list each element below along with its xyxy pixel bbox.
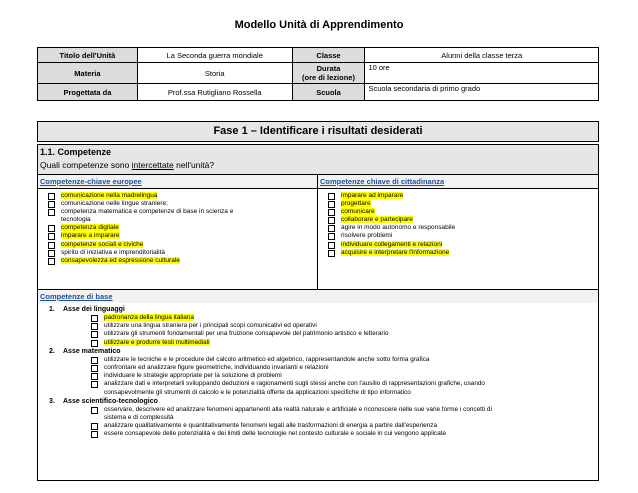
chiave-europee-list — [38, 192, 317, 265]
checklist-item-label: utilizzare le tecniche e le procedure del calcolo aritmetico ed algebrico, rappresentandole anche sotto forma grafica — [104, 355, 430, 363]
checklist-item — [91, 372, 598, 380]
checklist-item — [48, 208, 317, 216]
checklist-item-label: utilizzare e produrre testi multimediali — [104, 338, 210, 346]
checkbox-icon[interactable] — [328, 250, 335, 257]
checkbox-icon[interactable] — [328, 242, 335, 249]
checkbox-icon[interactable] — [91, 357, 98, 364]
checklist-item — [48, 192, 317, 200]
chiave-cittadinanza-column — [318, 175, 598, 289]
checklist-item — [328, 200, 598, 208]
checkbox-icon[interactable] — [91, 381, 98, 388]
materia-value: Storia — [137, 63, 292, 84]
classe-value: Alunni della classe terza — [365, 48, 599, 63]
axis-items — [38, 406, 598, 439]
checklist-item-label: utilizzare gli strumenti fondamentali per una fruizione consapevole del patrimonio artistico e letterario — [104, 330, 389, 338]
durata-label-main: Durata — [316, 64, 341, 73]
checklist-item-label: competenza digitale — [61, 224, 119, 232]
checkbox-icon[interactable] — [91, 373, 98, 380]
progettata-label: Progettata da — [38, 84, 138, 101]
checklist-item — [328, 224, 598, 232]
checkbox-icon[interactable] — [48, 193, 55, 200]
axis-title — [38, 305, 598, 314]
checklist-item-label: analizzare dati e interpretarli sviluppando deduzioni e ragionamenti sugli stessi anche con l'ausilio di rappresentazioni grafiche, usando — [104, 380, 485, 388]
durata-label — [292, 63, 365, 84]
checkbox-icon[interactable] — [48, 242, 55, 249]
checklist-item — [91, 330, 598, 338]
checklist-item — [48, 216, 317, 224]
axis-title — [38, 347, 598, 356]
durata-label-sub: (ore di lezione) — [302, 73, 355, 82]
checklist-item — [91, 422, 598, 430]
checklist-item — [48, 249, 317, 257]
question-pre: Quali competenze sono — [40, 160, 132, 170]
axis-number: 2. — [49, 347, 55, 355]
document-title: Modello Unità di Apprendimento — [234, 19, 404, 31]
question-post: nell'unità? — [173, 160, 215, 170]
checkbox-icon[interactable] — [91, 365, 98, 372]
checklist-item — [328, 192, 598, 200]
checklist-item — [91, 322, 598, 330]
axis-number: 3. — [49, 397, 55, 405]
checklist-item — [328, 216, 598, 224]
checklist-item — [91, 356, 598, 364]
checklist-item — [91, 314, 598, 322]
checklist-item-label: comunicazione nelle lingue straniere; — [61, 200, 168, 208]
checklist-item-label: spirito di iniziativa e imprenditorialità — [61, 248, 166, 256]
checkbox-icon[interactable] — [48, 233, 55, 240]
checklist-item-label: essere consapevole delle potenzialità e dei limiti delle tecnologie nel contesto culturale e sociale in cui vengono applicate — [104, 430, 447, 438]
axis-number: 1. — [49, 306, 55, 313]
durata-value: 10 ore — [365, 63, 599, 84]
checklist-item — [328, 249, 598, 257]
checkbox-icon[interactable] — [328, 233, 335, 240]
checkbox-icon[interactable] — [328, 201, 335, 208]
competenze-chiave-table — [37, 174, 599, 290]
axis-label: Asse matematico — [63, 347, 121, 355]
checklist-item-label: acquisire e interpretare l'informazione — [341, 248, 450, 256]
checklist-item — [91, 414, 598, 422]
chiave-europee-column — [38, 175, 318, 289]
materia-label: Materia — [38, 63, 138, 84]
checklist-item-label: progettare — [341, 200, 371, 208]
competenze-base-heading: Competenze di base — [38, 290, 598, 303]
checklist-item-label: comunicare — [341, 208, 375, 216]
checklist-item-label: competenze sociali e civiche — [61, 240, 144, 248]
checklist-item — [48, 200, 317, 208]
header-table — [37, 47, 599, 101]
checklist-item-label: risolvere problemi — [341, 232, 393, 240]
checklist-item-label: tecnologia — [61, 216, 91, 224]
axis-items — [38, 356, 598, 397]
checklist-item-label: utilizzare una lingua straniera per i principali scopi comunicativi ed operativi — [104, 322, 317, 330]
checkbox-icon[interactable] — [328, 225, 335, 232]
checklist-item-label: individuare collegamenti e relazioni — [341, 240, 443, 248]
chiave-cittadinanza-list — [318, 192, 598, 257]
competenze-question — [40, 160, 214, 170]
checklist-item — [328, 241, 598, 249]
axis-title — [38, 397, 598, 406]
checkbox-icon[interactable] — [91, 340, 98, 347]
checklist-item-label: sistema e di complessità — [104, 414, 174, 422]
competenze-title: 1.1. Competenze — [40, 147, 112, 157]
checklist-item-label: individuare le strategie appropriate per la soluzione di problemi — [104, 372, 282, 380]
checklist-item — [328, 208, 598, 216]
checklist-item-label: competenza matematica e competenze di base in scienza e — [61, 208, 234, 216]
titolo-value: La Seconda guerra mondiale — [137, 48, 292, 63]
classe-label: Classe — [292, 48, 365, 63]
chiave-europee-heading: Competenze-chiave europee — [38, 175, 317, 189]
checklist-item-label: confrontare ed analizzare figure geometriche, individuando invarianti e relazioni — [104, 364, 329, 372]
axis-label: Asse dei linguaggi — [63, 306, 125, 313]
checklist-item-label: osservare, descrivere ed analizzare fenomeni appartenenti alla realtà naturale e artificiale e riconoscere nelle sue varie forme i concetti di — [104, 405, 492, 413]
checklist-item — [91, 339, 598, 347]
checklist-item-label: collaborare e partecipare — [341, 216, 413, 224]
chiave-cittadinanza-heading: Competenze chiave di cittadinanza — [318, 175, 598, 189]
checklist-item-label: consapevolmente gli strumenti di calcolo e le potenzialità offerte da applicazioni specifiche di tipo informatico — [104, 388, 411, 396]
checklist-item — [48, 232, 317, 240]
checkbox-icon[interactable] — [48, 225, 55, 232]
progettata-value: Prof.ssa Rutigliano Rossella — [137, 84, 292, 101]
checkbox-icon[interactable] — [91, 423, 98, 430]
axis-label: Asse scientifico-tecnologico — [63, 397, 158, 405]
checklist-item-label: imparare ad imparare — [341, 192, 404, 199]
fase-heading: Fase 1 – Identificare i risultati desiderati — [37, 121, 599, 142]
checkbox-icon[interactable] — [328, 217, 335, 224]
checkbox-icon[interactable] — [48, 258, 55, 265]
checkbox-icon[interactable] — [91, 407, 98, 414]
checklist-item-label: imparare a imparare — [61, 232, 120, 240]
checkbox-icon[interactable] — [328, 209, 335, 216]
checklist-item — [91, 389, 598, 397]
scuola-value: Scuola secondaria di primo grado — [365, 84, 599, 101]
checklist-item — [48, 224, 317, 232]
checkbox-icon[interactable] — [91, 315, 98, 322]
checkbox-icon[interactable] — [48, 209, 55, 216]
checklist-item — [328, 232, 598, 240]
checkbox-icon[interactable] — [328, 193, 335, 200]
checkbox-icon[interactable] — [91, 331, 98, 338]
axes-list — [38, 303, 598, 439]
checklist-item — [91, 430, 598, 438]
checklist-item-label: comunicazione nella madrelingua — [61, 192, 158, 199]
checklist-item-label: analizzare qualitativamente e quantitativamente fenomeni legati alle trasformazioni di energia a partire dall'esperienza — [104, 422, 438, 430]
checklist-item — [91, 380, 598, 388]
competenze-base-section — [37, 289, 599, 481]
checklist-item-label: padronanza della lingua italiana — [104, 314, 194, 321]
checklist-item — [48, 241, 317, 249]
checklist-item-label: agire in modo autonomo e responsabile — [341, 224, 456, 232]
checklist-item — [48, 257, 317, 265]
scuola-label: Scuola — [292, 84, 365, 101]
axis-items — [38, 314, 598, 347]
checklist-item — [91, 406, 598, 414]
competenze-section — [37, 144, 599, 175]
titolo-label: Titolo dell'Unità — [38, 48, 138, 63]
checkbox-icon[interactable] — [91, 431, 98, 438]
checkbox-icon[interactable] — [48, 250, 55, 257]
question-underlined: intercettate — [131, 160, 174, 170]
checkbox-icon[interactable] — [48, 201, 55, 208]
checklist-item-label: consapevolezza ed espressione culturale — [61, 256, 180, 264]
checkbox-icon[interactable] — [91, 323, 98, 330]
checklist-item — [91, 364, 598, 372]
